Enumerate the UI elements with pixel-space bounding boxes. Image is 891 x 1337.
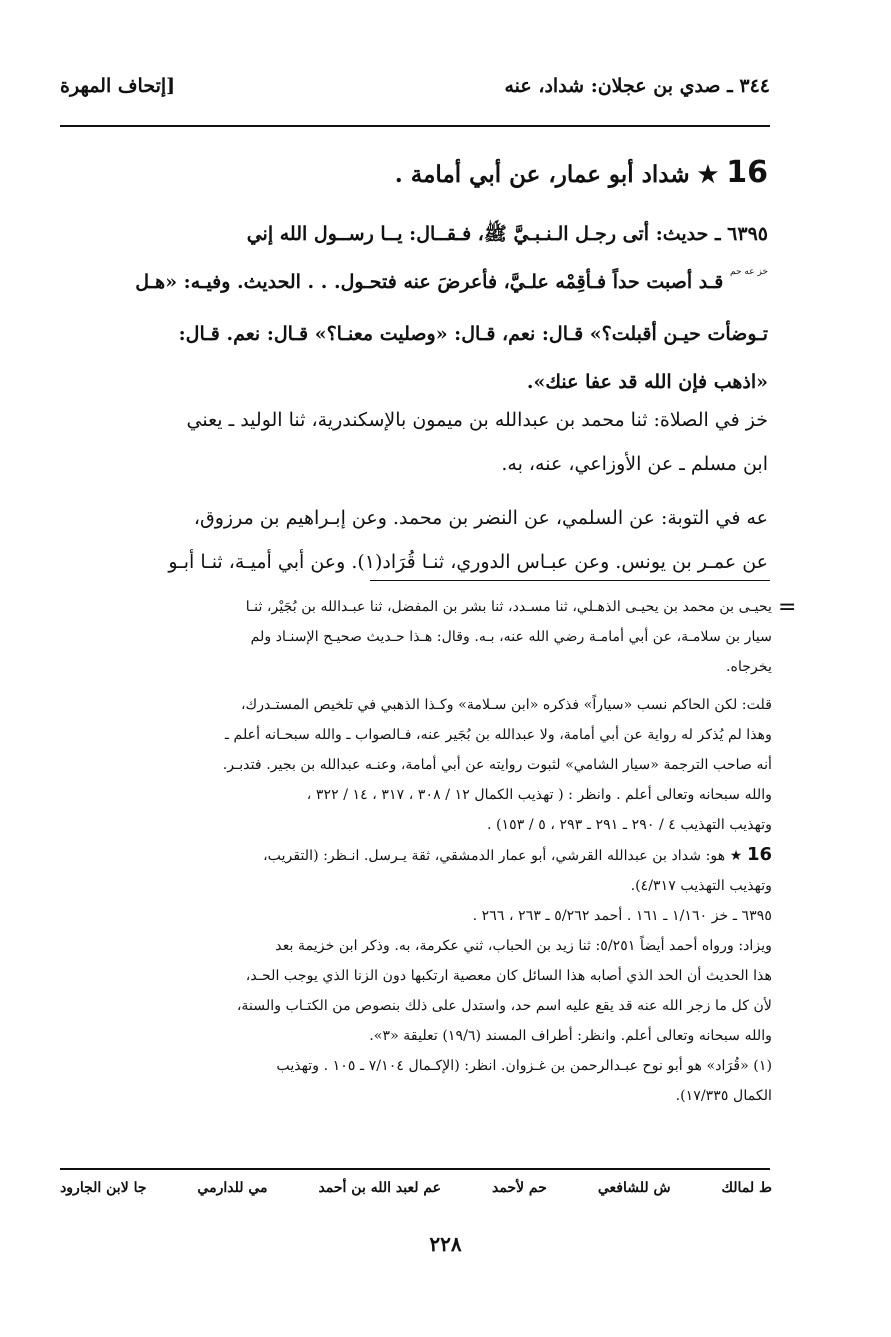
abbrev-item: ش للشافعي bbox=[597, 1180, 671, 1196]
footnote-line: يحيـى بن محمد بن يحيـى الذهـلي، ثنا مسـدد، ثنا بشر بن المفضل، ثنا عبـدالله بن بُجَيْر، ثنـا bbox=[245, 599, 772, 615]
abbrev-item: حم لأحمد bbox=[491, 1180, 547, 1196]
footnote-line: يخرجاه. bbox=[726, 659, 772, 675]
footnote-line: وتهذيب التهذيب ٤/٣١٧). bbox=[630, 878, 772, 894]
abbreviations-rule bbox=[60, 1168, 770, 1170]
takhrij-section bbox=[62, 398, 768, 584]
abbrev-item: ط لمالك bbox=[721, 1180, 772, 1196]
hadith-line-1: ٦٣٩٥ ـ حديث: أتى رجـل الـنـبـيَّ ﷺ، فـقــال: يــا رســول الله إني bbox=[246, 223, 768, 245]
footnote-line: أنه صاحب الترجمة «سيار الشامي» لثبوت روايته عن أبي أمامة، وعنـه عبدالله بن بجير. فتدبـر. bbox=[222, 757, 772, 773]
footnote-entry-number: 16 bbox=[746, 844, 772, 865]
footnote-line: ٦٣٩٥ ـ خز ١/١٦٠ ـ ١٦١ . أحمد ٥/٢٦٢ ـ ٢٦٣ ، ٢٦٦ . bbox=[472, 908, 772, 924]
footnote-line: وتهذيب التهذيب ٤ / ٢٩٠ ـ ٢٩١ ـ ٢٩٣ ، ٥ / ١٥٣) . bbox=[486, 817, 772, 833]
takhrij-para2-line1: عه في التوبة: عن السلمي، عن النضر بن محمد. وعن إبـراهيم بن مرزوق، bbox=[193, 507, 768, 529]
header-chapter-title: ٣٤٤ ـ صدي بن عجلان: شداد، عنه bbox=[504, 75, 770, 97]
running-header bbox=[60, 75, 770, 109]
hadith-line-3: تـوضأت حيـن أقبلت؟» قـال: نعم، قـال: «وصليت معنـا؟» قـال: نعم. قـال: bbox=[178, 323, 768, 345]
abbreviations-key bbox=[60, 1180, 772, 1196]
page-number: ٢٢٨ bbox=[429, 1232, 462, 1256]
footnote-line: (١) «قُرَاد» هو أبو نوح عبـدالرحمن بن غـزوان. انظر: (الإكـمال ٧/١٠٤ ـ ١٠٥ . وتهذيب bbox=[276, 1058, 772, 1074]
footnotes bbox=[60, 592, 772, 1111]
abbrev-item: جا لابن الجارود bbox=[60, 1180, 147, 1196]
footnote-line: وهذا لم يُذكر له رواية عن أبي أمامة، ولا عبدالله بن بُجَير عنه، فـالصواب ـ والله سبحـانه أعلم ـ bbox=[224, 727, 772, 743]
footnote-line: والله سبحانه وتعالى أعلم. وانظر: أطراف المسند (١٩/٦) تعليقة «٣». bbox=[369, 1028, 772, 1044]
hadith-line-4: «اذهب فإن الله قد عفا عنك». bbox=[526, 371, 768, 393]
entry-title: شداد أبو عمار، عن أبي أمامة . bbox=[394, 161, 690, 188]
hadith-line-2 bbox=[62, 258, 768, 310]
takhrij-para1-line2: ابن مسلم ـ عن الأوزاعي، عنه، به. bbox=[501, 453, 768, 475]
footnote-line bbox=[60, 840, 772, 871]
footnote-line: لأن كل ما زجر الله عنه قد يقع عليه اسم حد، واستدل على ذلك بنصوص من الكتـاب والسنة، bbox=[236, 998, 772, 1014]
abbrev-item: مي للدارمي bbox=[197, 1180, 268, 1196]
footnote-line: قلت: لكن الحاكم نسب «سياراً» فذكره «ابن سـلامة» وكـذا الذهبي في تلخيص المستـدرك، bbox=[240, 697, 772, 713]
header-book-title: [إتحاف المهرة bbox=[60, 75, 176, 97]
footnote-line: والله سبحانه وتعالى أعلم . وانظر : ( تهذيب الكمال ١٢ / ٣٠٨ ، ٣١٧ ، ١٤ / ٣٢٢ ، bbox=[306, 787, 772, 803]
hadith-source-note: خز عه حم bbox=[730, 267, 768, 277]
header-rule bbox=[60, 125, 770, 127]
hadith-line-2-text: قـد أصبت حداً فـأقِمْه علـيَّ، فأعرضَ عنه فتحـول. . . الحديث. وفيـه: «هـل bbox=[135, 271, 724, 293]
footnote-line: ويزاد: ورواه أحمد أيضاً ٥/٢٥١: ثنا زيد بن الحباب، ثني عكرمة، به. وذكر ابن خزيمة بعد bbox=[275, 938, 772, 954]
takhrij-para1-line1: خز في الصلاة: ثنا محمد بن عبدالله بن ميمون بالإسكندرية، ثنا الوليد ـ يعني bbox=[186, 409, 768, 431]
footnote-line-text: ★ هو: شداد بن عبدالله القرشي، أبو عمار الدمشقي، ثقة يـرسل. انـظر: (التقريب، bbox=[263, 848, 743, 864]
abbrev-item: عم لعبد الله بن أحمد bbox=[318, 1180, 442, 1196]
hadith-text bbox=[62, 210, 768, 406]
star-icon: ★ bbox=[697, 161, 719, 188]
footnote-separator bbox=[370, 580, 770, 581]
takhrij-para2-line2: عن عمـر بن يونس. وعن عبـاس الدوري، ثنـا قُرَاد(١). وعن أبي أميـة، ثنـا أبـو bbox=[168, 551, 768, 573]
footnote-line: هذا الحديث أن الحد الذي أصابه هذا السائل كان معصية ارتكبها دون الزنا الذي يوجب الحـد، bbox=[245, 968, 772, 984]
entry-heading bbox=[62, 155, 768, 190]
footnote-line: سيار بن سلامـة، عن أبي أمامـة رضي الله عنه، بـه. وقال: هـذا حـديث صحيـح الإسنـاد ولم bbox=[250, 629, 772, 645]
continuation-mark: = bbox=[778, 595, 797, 620]
footnote-line: الكمال ١٧/٣٣٥). bbox=[675, 1088, 772, 1104]
entry-number: 16 bbox=[726, 155, 768, 190]
